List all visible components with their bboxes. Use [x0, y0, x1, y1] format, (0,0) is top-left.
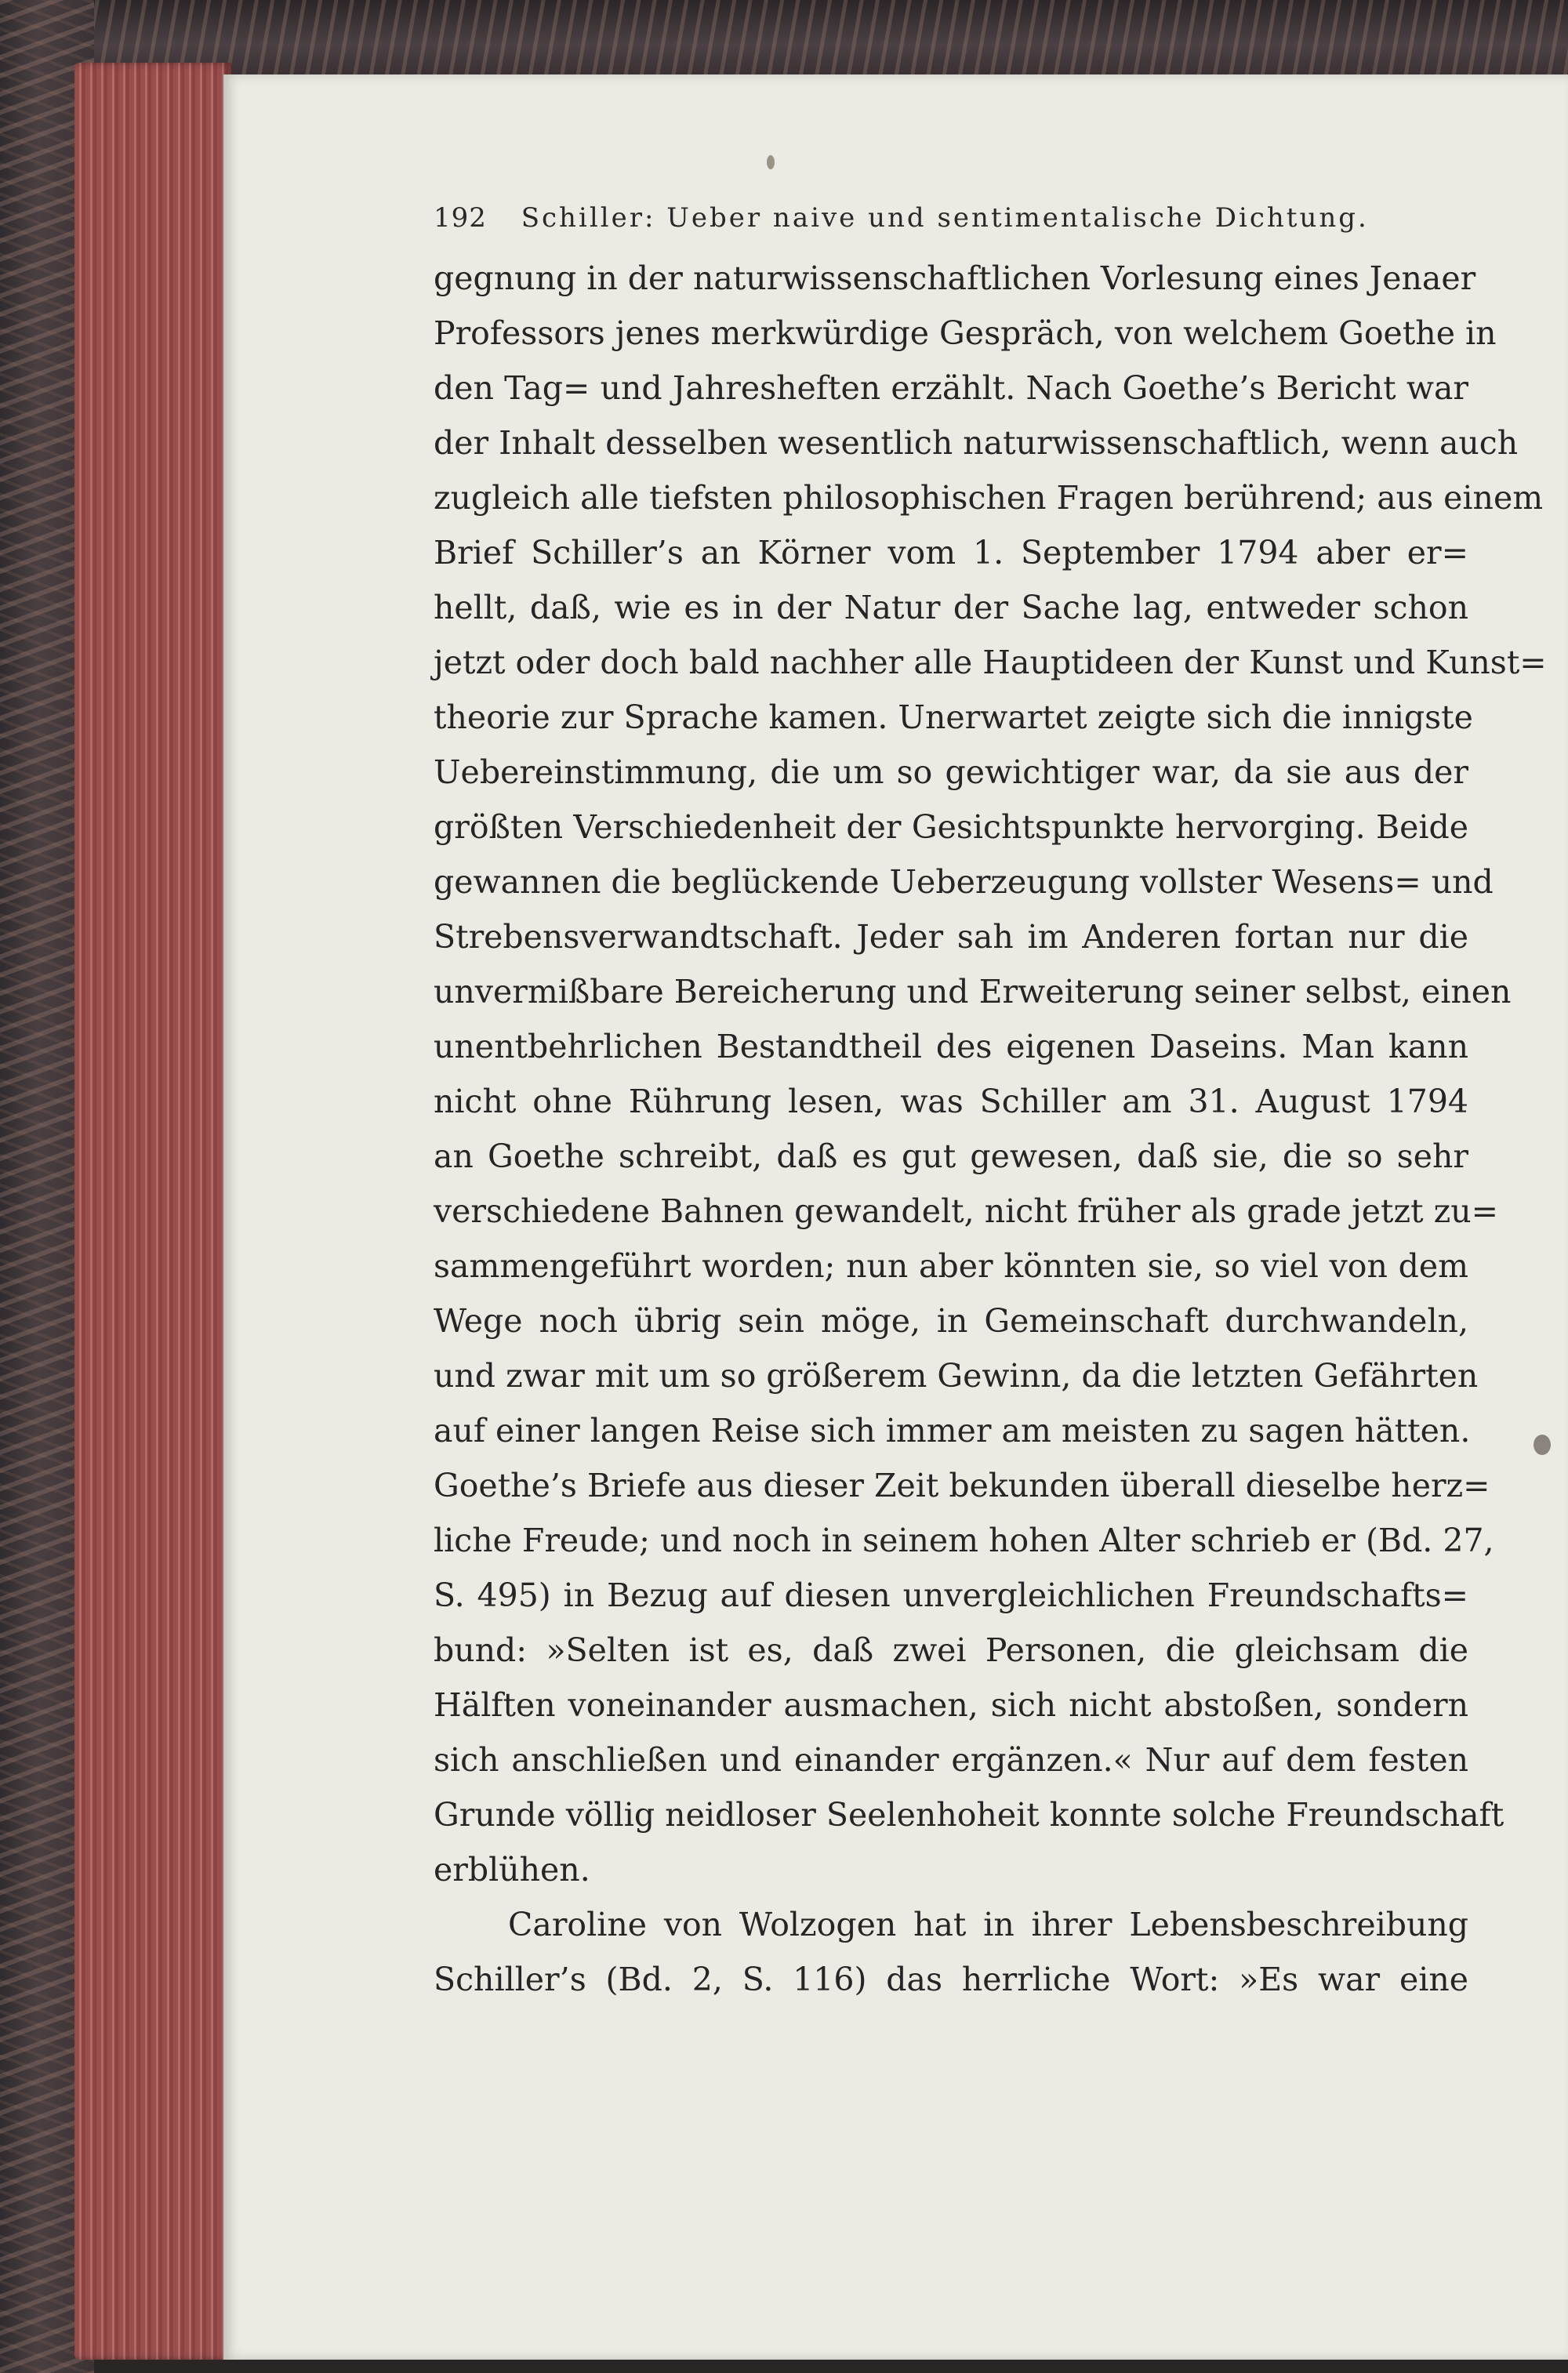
text-line: bund: »Selten ist es, daß zwei Personen, die gleichsam die	[434, 1631, 1468, 1669]
text-line: erblühen.	[434, 1851, 590, 1889]
text-line: theorie zur Sprache kamen. Unerwartet zeigte sich die innigste	[434, 698, 1473, 736]
text-line: Grunde völlig neidloser Seelenhoheit konnte solche Freundschaft	[434, 1796, 1504, 1834]
text-line: unentbehrlichen Bestandtheil des eigenen Daseins. Man kann	[434, 1028, 1468, 1065]
text-line: gegnung in der naturwissenschaftlichen Vorlesung eines Jenaer	[434, 259, 1476, 297]
text-line: Wege noch übrig sein möge, in Gemeinschaft durchwandeln,	[434, 1302, 1468, 1340]
text-line: auf einer langen Reise sich immer am meisten zu sagen hätten.	[434, 1412, 1471, 1450]
text-line: Uebereinstimmung, die um so gewichtiger war, da sie aus der	[434, 753, 1468, 791]
text-line: Caroline von Wolzogen hat in ihrer Lebensbeschreibung	[508, 1906, 1468, 1943]
text-line: Hälften voneinander ausmachen, sich nicht abstoßen, sondern	[434, 1686, 1468, 1724]
text-line: den Tag= und Jahresheften erzählt. Nach Goethe’s Bericht war	[434, 369, 1468, 407]
page-edges	[74, 63, 231, 2360]
text-line: gewannen die beglückende Ueberzeugung vollster Wesens= und	[434, 863, 1494, 901]
ink-blot	[1534, 1435, 1551, 1455]
text-line: liche Freude; und noch in seinem hohen Alter schrieb er (Bd. 27,	[434, 1522, 1494, 1559]
text-line: nicht ohne Rührung lesen, was Schiller am 31. August 1794	[434, 1083, 1468, 1120]
ink-speck	[767, 155, 775, 169]
marbled-cover-top	[0, 0, 1568, 74]
text-line: zugleich alle tiefsten philosophischen Fragen berührend; aus einem	[434, 479, 1544, 517]
text-line: und zwar mit um so größerem Gewinn, da die letzten Gefährten	[434, 1357, 1479, 1395]
text-line: Schiller’s (Bd. 2, S. 116) das herrliche Wort: »Es war eine	[434, 1961, 1468, 1998]
text-line: der Inhalt desselben wesentlich naturwissenschaftlich, wenn auch	[434, 424, 1519, 462]
text-line: jetzt oder doch bald nachher alle Hauptideen der Kunst und Kunst=	[434, 644, 1547, 681]
text-line: verschiedene Bahnen gewandelt, nicht früher als grade jetzt zu=	[434, 1192, 1498, 1230]
text-line: Brief Schiller’s an Körner vom 1. September 1794 aber er=	[434, 534, 1468, 571]
text-line: Strebensverwandtschaft. Jeder sah im Anderen fortan nur die	[434, 918, 1468, 956]
text-line: sich anschließen und einander ergänzen.« Nur auf dem festen	[434, 1741, 1468, 1779]
text-line: an Goethe schreibt, daß es gut gewesen, daß sie, die so sehr	[434, 1138, 1468, 1175]
text-line: Goethe’s Briefe aus dieser Zeit bekunden überall dieselbe herz=	[434, 1467, 1490, 1504]
text-line: Professors jenes merkwürdige Gespräch, von welchem Goethe in	[434, 314, 1497, 352]
body-text	[434, 251, 1547, 2007]
running-title: Schiller: Ueber naive und sentimentalische Dichtung.	[521, 202, 1369, 234]
text-line: S. 495) in Bezug auf diesen unvergleichlichen Freundschafts=	[434, 1577, 1468, 1614]
text-line: unvermißbare Bereicherung und Erweiterung seiner selbst, einen	[434, 973, 1512, 1011]
text-line: sammengeführt worden; nun aber könnten sie, so viel von dem	[434, 1247, 1468, 1285]
running-head	[434, 202, 1369, 234]
text-line: hellt, daß, wie es in der Natur der Sache lag, entweder schon	[434, 589, 1468, 626]
text-line: größten Verschiedenheit der Gesichtspunkte hervorging. Beide	[434, 808, 1468, 846]
page-number: 192	[434, 202, 487, 234]
